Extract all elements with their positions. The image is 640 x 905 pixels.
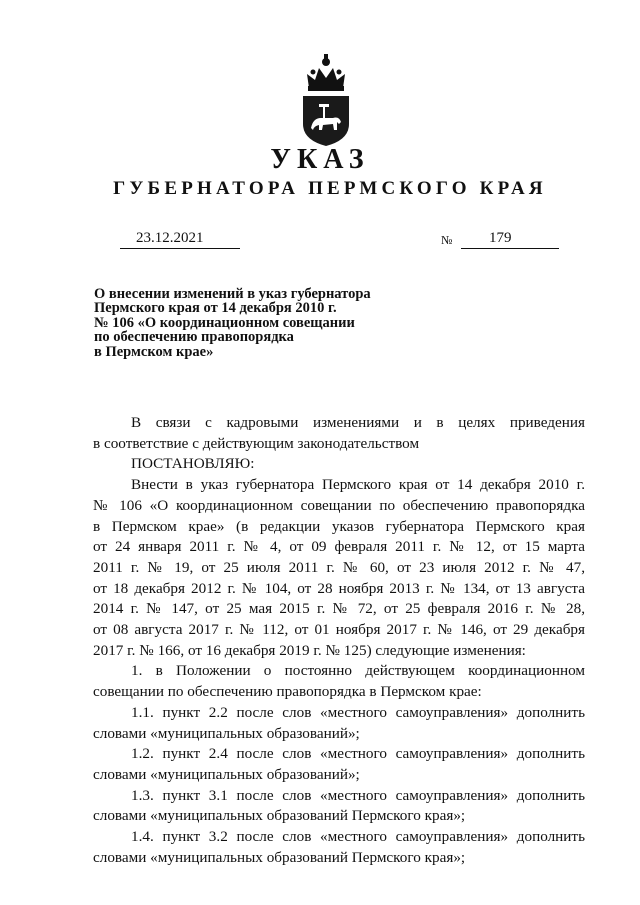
subject-line: № 106 «О координационном совещании [94, 314, 355, 331]
body-line: 1. в Положении о постоянно действующем координационном [131, 662, 585, 680]
subject-line: в Пермском крае» [94, 343, 214, 360]
document-title: УКАЗ [270, 144, 370, 175]
body-line: словами «муниципальных образований»; [93, 765, 360, 783]
body-line: 1.2. пункт 2.4 после слов «местного самоуправления» дополнить [131, 745, 585, 763]
document-number: 179 [461, 228, 559, 249]
body-line: 2017 г. № 166, от 16 декабря 2019 г. № 125) следующие изменения: [93, 641, 526, 659]
subject-line: Пермского края от 14 декабря 2010 г. [94, 300, 337, 317]
body-line: в Пермском крае» (в редакции указов губернатора Пермского края [93, 517, 585, 535]
subject-line: по обеспечению правопорядка [94, 329, 294, 346]
body-line: словами «муниципальных образований»; [93, 724, 360, 742]
body-line: 1.4. пункт 3.2 после слов «местного самоуправления» дополнить [131, 828, 585, 846]
body-line: словами «муниципальных образований Пермского края»; [93, 848, 466, 866]
document-date: 23.12.2021 [120, 228, 240, 249]
body-line: В связи с кадровыми изменениями и в целях приведения [131, 414, 585, 431]
body-line: от 24 января 2011 г. № 4, от 09 февраля 2011 г. № 12, от 15 марта [93, 538, 585, 556]
subject-line: О внесении изменений в указ губернатора [94, 286, 371, 302]
body-line: от 18 декабря 2012 г. № 104, от 28 ноября 2013 г. № 134, от 13 августа [93, 579, 585, 597]
body-line: 2014 г. № 147, от 25 мая 2015 г. № 72, от 25 февраля 2016 г. № 28, [93, 600, 585, 618]
body-line: совещании по обеспечению правопорядка в Пермском крае: [93, 683, 482, 701]
document-body [93, 413, 585, 868]
number-label: № [441, 233, 453, 247]
body-line: 2011 г. № 19, от 25 июля 2011 г. № 60, от 23 июля 2012 г. № 47, [93, 558, 585, 576]
body-line: № 106 «О координационном совещании по обеспечению правопорядка [93, 496, 585, 514]
document-subtitle: ГУБЕРНАТОРА ПЕРМСКОГО КРАЯ [113, 178, 547, 199]
body-line: 1.1. пункт 2.2 после слов «местного самоуправления» дополнить [131, 703, 585, 721]
body-line: в соответствие с действующим законодательством [93, 434, 420, 452]
body-line: 1.3. пункт 3.1 после слов «местного самоуправления» дополнить [131, 786, 585, 804]
body-line: словами «муниципальных образований Пермского края»; [93, 807, 466, 825]
document-subject [94, 287, 404, 359]
body-line: Внести в указ губернатора Пермского края от 14 декабря 2010 г. [131, 476, 585, 494]
body-line: от 08 августа 2017 г. № 112, от 01 ноября 2017 г. № 146, от 29 декабря [93, 621, 585, 639]
body-line: ПОСТАНОВЛЯЮ: [131, 455, 255, 473]
coat-of-arms-emblem [295, 52, 357, 147]
